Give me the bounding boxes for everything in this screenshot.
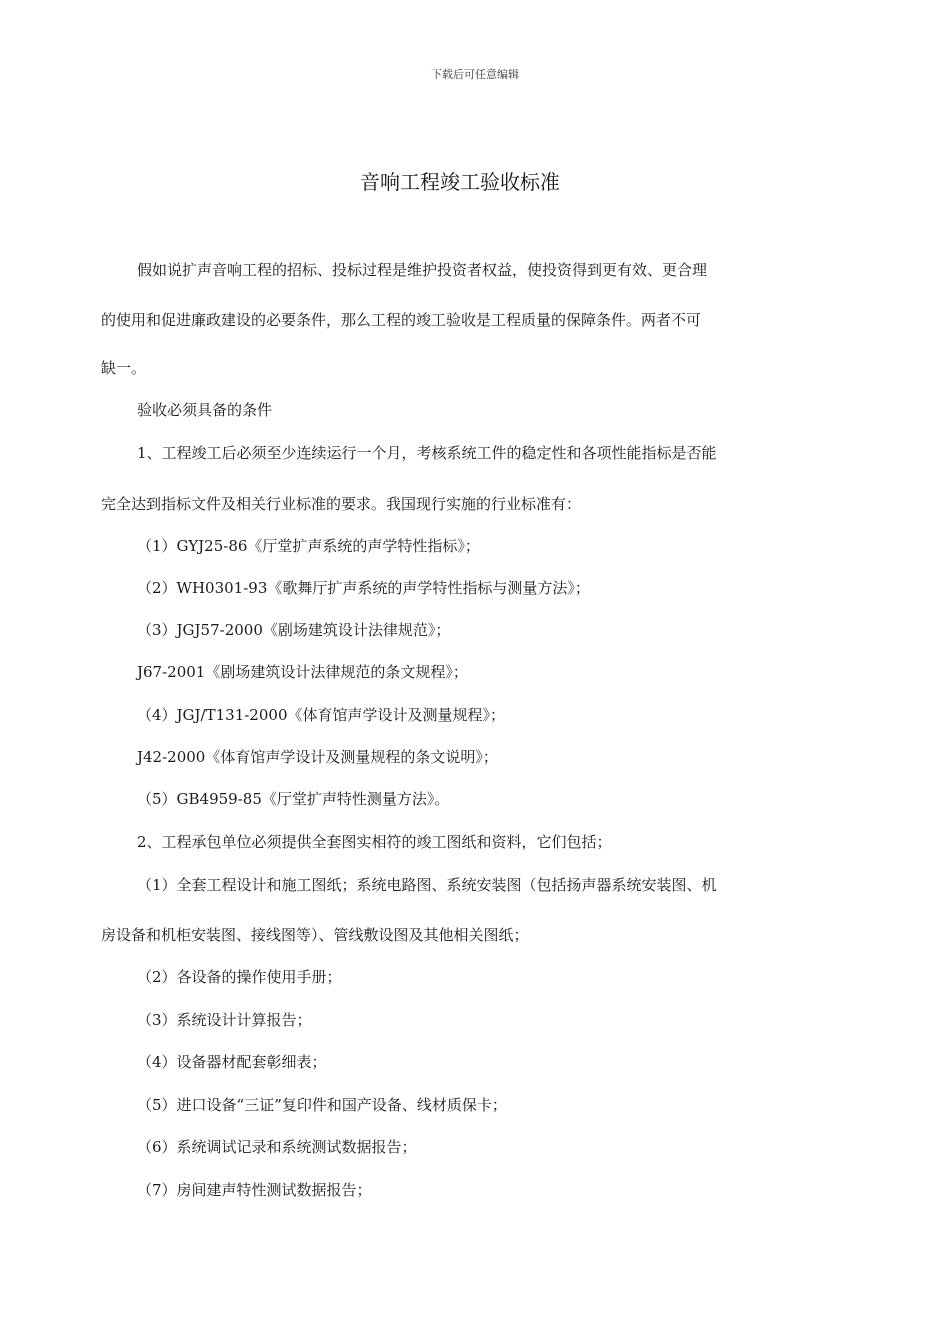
list-item: （4）设备器材配套彰细表； <box>137 1053 327 1071</box>
list-item: J67-2001《剧场建筑设计法律规范的条文规程》； <box>137 663 468 681</box>
list-item: （5）GB4959-85《厅堂扩声特性测量方法》。 <box>137 790 450 808</box>
paragraph-line: 1、工程竣工后必须至少连续运行一个月，考核系统工件的稳定性和各项性能指标是否能 <box>137 444 717 462</box>
paragraph-line: 的使用和促进廉政建设的必要条件，那么工程的竣工验收是工程质量的保障条件。两者不可 <box>101 311 702 329</box>
list-item: （7）房间建声特性测试数据报告； <box>137 1181 372 1199</box>
document-title: 音响工程竣工验收标准 <box>360 170 560 194</box>
section-heading: 验收必须具备的条件 <box>137 401 273 419</box>
paragraph-line: 缺一。 <box>101 359 147 377</box>
list-item: （3）JGJ57-2000《剧场建筑设计法律规范》； <box>137 621 451 639</box>
list-item: （2）WH0301-93《歌舞厅扩声系统的声学特性指标与测量方法》； <box>137 579 590 597</box>
list-item: （1）GYJ25-86《厅堂扩声系统的声学特性指标》； <box>137 537 480 555</box>
header-note: 下载后可任意编辑 <box>431 68 519 81</box>
paragraph-line: 2、工程承包单位必须提供全套图实相符的竣工图纸和资料，它们包括； <box>137 833 612 851</box>
list-item: （2）各设备的操作使用手册； <box>137 968 342 986</box>
list-item: （4）JGJ/T131-2000《体育馆声学设计及测量规程》； <box>137 706 505 724</box>
list-item: （6）系统调试记录和系统测试数据报告； <box>137 1138 417 1156</box>
paragraph-line: 假如说扩声音响工程的招标、投标过程是维护投资者权益，使投资得到更有效、更合理 <box>137 261 708 279</box>
list-item: （3）系统设计计算报告； <box>137 1011 312 1029</box>
paragraph-line: 完全达到指标文件及相关行业标准的要求。我国现行实施的行业标准有： <box>101 495 582 513</box>
list-item: 房设备和机柜安装图、接线图等）、管线敷设图及其他相关图纸； <box>101 926 529 944</box>
list-item: （1）全套工程设计和施工图纸；系统电路图、系统安装图（包括扬声器系统安装图、机 <box>137 876 717 894</box>
list-item: （5）进口设备“三证”复印件和国产设备、线材质保卡； <box>137 1096 507 1114</box>
list-item: J42-2000《体育馆声学设计及测量规程的条文说明》； <box>137 748 498 766</box>
